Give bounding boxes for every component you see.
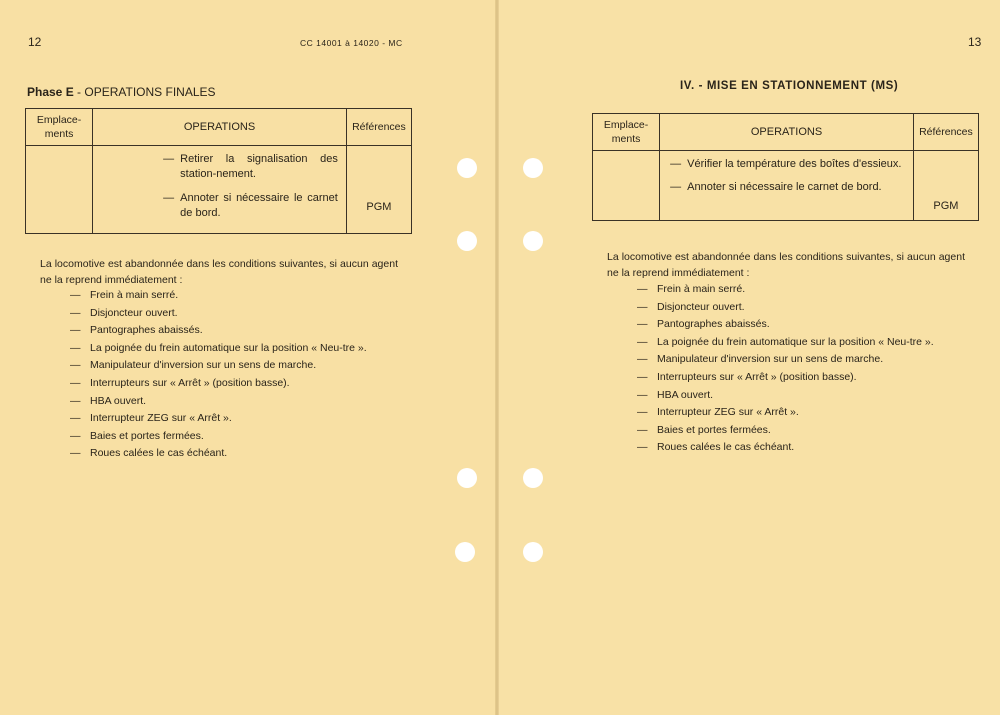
condition-item: — Baies et portes fermées. xyxy=(637,423,771,436)
conditions-list xyxy=(70,287,400,463)
condition-item: — Pantographes abaissés. xyxy=(70,324,203,337)
binder-hole xyxy=(523,158,543,178)
header-operations: OPERATIONS xyxy=(93,109,347,146)
header-references: Références xyxy=(346,109,411,146)
binder-hole xyxy=(457,158,477,178)
phase-heading xyxy=(27,85,216,99)
book-gutter xyxy=(495,0,499,715)
operations-table xyxy=(25,108,412,234)
operations-table xyxy=(592,113,979,221)
operation-item: — Annoter si nécessaire le carnet de bord. xyxy=(670,181,882,193)
condition-item: — Frein à main serré. xyxy=(637,283,746,295)
running-header: CC 14001 à 14020 - MC xyxy=(300,38,403,48)
header-references: Références xyxy=(913,114,978,151)
condition-item: — Interrupteur ZEG sur « Arrêt ». xyxy=(637,406,799,419)
binder-hole xyxy=(455,542,475,562)
left-page xyxy=(0,0,497,715)
condition-item: — HBA ouvert. xyxy=(70,394,147,407)
condition-item: — Frein à main serré. xyxy=(70,289,179,301)
reference-cell: PGM xyxy=(913,151,978,221)
condition-item: — Manipulateur d'inversion sur un sens de marche. xyxy=(70,359,317,372)
condition-item: — Interrupteurs sur « Arrêt » (position basse). xyxy=(637,370,857,383)
binder-hole xyxy=(523,542,543,562)
operation-item: — Annoter si nécessaire le carnet de bord. xyxy=(163,192,338,219)
header-operations: OPERATIONS xyxy=(660,114,914,151)
location-cell xyxy=(593,151,660,221)
intro-paragraph: La locomotive est abandonnée dans les conditions suivantes, si aucun agent ne la reprend immédiatement : xyxy=(607,251,965,279)
binder-hole xyxy=(523,231,543,251)
location-cell xyxy=(26,146,93,234)
phase-label: Phase E xyxy=(27,85,74,99)
intro-paragraph: La locomotive est abandonnée dans les conditions suivantes, si aucun agent ne la reprend immédiatement : xyxy=(40,258,398,286)
condition-item: — La poignée du frein automatique sur la position « Neu-tre ». xyxy=(637,335,934,348)
phase-title: OPERATIONS FINALES xyxy=(84,85,216,99)
phase-separator: - xyxy=(77,85,82,99)
condition-item: — Disjoncteur ouvert. xyxy=(637,300,745,313)
conditions-list xyxy=(637,281,967,457)
page-number: 12 xyxy=(28,35,42,49)
page-number: 13 xyxy=(968,35,982,49)
condition-item: — HBA ouvert. xyxy=(637,388,714,401)
right-page xyxy=(497,0,1000,715)
binder-hole xyxy=(457,468,477,488)
condition-item: — Baies et portes fermées. xyxy=(70,429,204,442)
operation-item: — Retirer la signalisation des station-nement. xyxy=(163,153,338,180)
condition-item: — Roues calées le cas échéant. xyxy=(637,441,795,454)
reference-cell: PGM xyxy=(346,146,411,234)
operations-cell xyxy=(93,146,347,234)
binder-hole xyxy=(457,231,477,251)
condition-item: — La poignée du frein automatique sur la position « Neu-tre ». xyxy=(70,341,367,354)
condition-item: — Interrupteurs sur « Arrêt » (position basse). xyxy=(70,376,290,389)
header-location: Emplace- ments xyxy=(593,114,660,151)
binder-hole xyxy=(523,468,543,488)
condition-item: — Roues calées le cas échéant. xyxy=(70,447,228,460)
condition-item: — Disjoncteur ouvert. xyxy=(70,306,178,319)
condition-item: — Manipulateur d'inversion sur un sens de marche. xyxy=(637,353,884,366)
section-title: IV. - MISE EN STATIONNEMENT (MS) xyxy=(680,80,899,92)
operations-cell xyxy=(660,151,914,221)
condition-item: — Interrupteur ZEG sur « Arrêt ». xyxy=(70,412,232,425)
operation-item: — Vérifier la température des boîtes d'essieux. xyxy=(670,158,902,170)
condition-item: — Pantographes abaissés. xyxy=(637,318,770,331)
header-location: Emplace- ments xyxy=(26,109,93,146)
